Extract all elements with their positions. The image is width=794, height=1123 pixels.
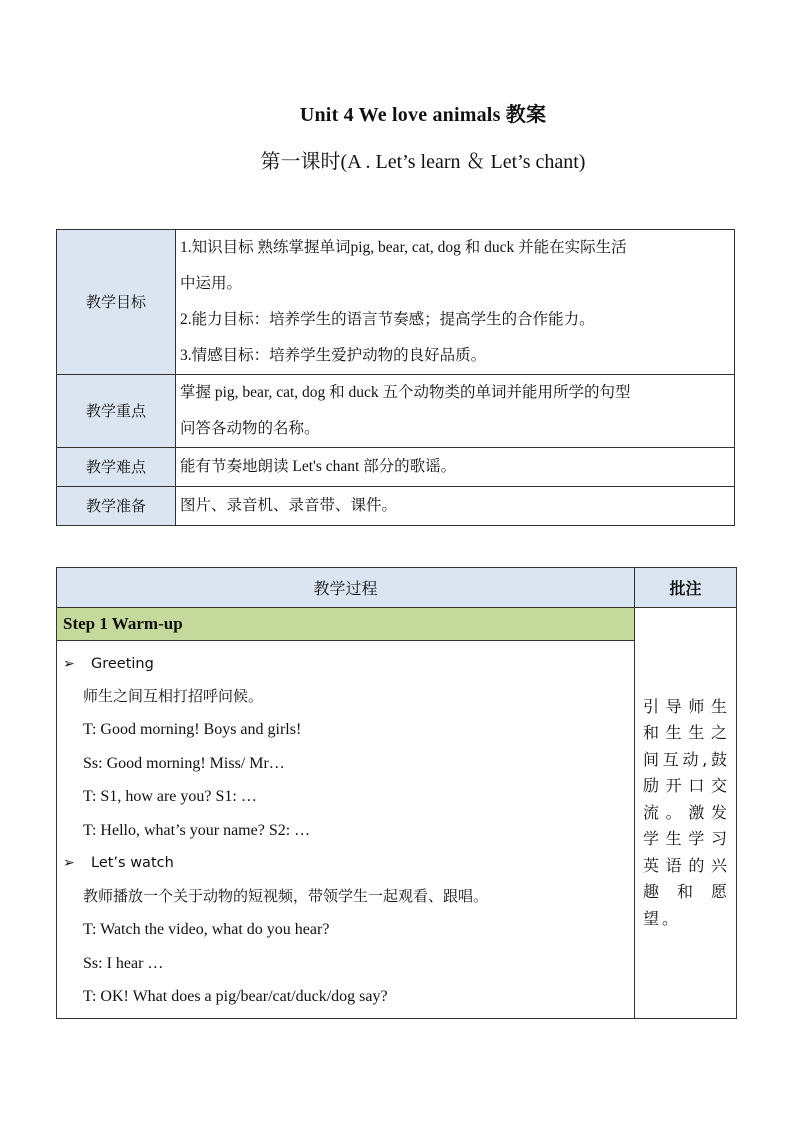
dialogue-line: T: Hello, what’s your name? S2: … — [83, 821, 311, 839]
table-row — [57, 448, 735, 487]
objective-line: 3.情感目标：培养学生爱护动物的良好品质。 — [180, 347, 487, 364]
difficulty-line: 能有节奏地朗读 Let's chant 部分的歌谣。 — [180, 458, 457, 475]
row-label-key-points: 教学重点 — [57, 375, 176, 448]
key-point-line: 问答各动物的名称。 — [180, 420, 320, 437]
dialogue-line: 教师播放一个关于动物的短视频，带领学生一起观看、跟唱。 — [83, 886, 489, 905]
key-point-line: 掌握 pig, bear, cat, dog 和 duck 五个动物类的单词并能用所学的句型 — [180, 384, 631, 401]
section-heading-label: Let’s watch — [91, 855, 174, 872]
notes-cell: 引导师生和生生之间互动,鼓励开口交流。激发学生学习英语的兴趣和愿望。 — [635, 608, 737, 1019]
table-row — [57, 375, 735, 448]
table-row — [57, 487, 735, 526]
row-content-preparation — [176, 487, 735, 526]
objective-line: 1.知识目标 熟练掌握单词pig, bear, cat, dog 和 duck 并能在实际生活 — [180, 239, 627, 256]
table-header-row — [57, 568, 737, 608]
arrow-bullet-icon: ➢ — [63, 655, 75, 672]
objectives-table — [56, 229, 735, 526]
step-body — [57, 641, 635, 1019]
row-label-difficulties: 教学难点 — [57, 448, 176, 487]
dialogue-line: Ss: Good morning! Miss/ Mr… — [83, 754, 285, 772]
page-subtitle: 第一课时(A . Let’s learn ＆ Let’s chant) — [260, 151, 586, 173]
dialogue-line: T: Watch the video, what do you hear? — [83, 921, 330, 939]
process-header: 教学过程 — [57, 568, 635, 608]
section-heading-label: Greeting — [91, 655, 154, 672]
dialogue-line: T: OK! What does a pig/bear/cat/duck/dog say? — [83, 988, 388, 1006]
arrow-bullet-icon: ➢ — [63, 855, 75, 872]
process-table — [56, 567, 737, 1019]
objective-line: 2.能力目标：培养学生的语言节奏感；提高学生的合作能力。 — [180, 311, 595, 328]
preparation-line: 图片、录音机、录音带、课件。 — [180, 497, 398, 514]
dialogue-line: T: S1, how are you? S1: … — [83, 788, 257, 806]
row-content-key-points — [176, 375, 735, 448]
notes-header: 批注 — [635, 568, 737, 608]
dialogue-line: Ss: I hear … — [83, 954, 164, 972]
step-title: Step 1 Warm-up — [57, 608, 635, 641]
table-row — [57, 608, 737, 641]
table-row — [57, 230, 735, 375]
section-heading-greeting — [63, 647, 628, 680]
section-heading-lets-watch — [63, 847, 628, 880]
row-label-objectives: 教学目标 — [57, 230, 176, 375]
dialogue-line: 师生之间互相打招呼问候。 — [83, 687, 264, 705]
row-content-difficulties — [176, 448, 735, 487]
objective-line: 中运用。 — [180, 275, 243, 292]
row-label-preparation: 教学准备 — [57, 487, 176, 526]
dialogue-line: T: Good morning! Boys and girls! — [83, 721, 302, 739]
page-title: Unit 4 We love animals 教案 — [299, 104, 547, 126]
row-content-objectives — [176, 230, 735, 375]
